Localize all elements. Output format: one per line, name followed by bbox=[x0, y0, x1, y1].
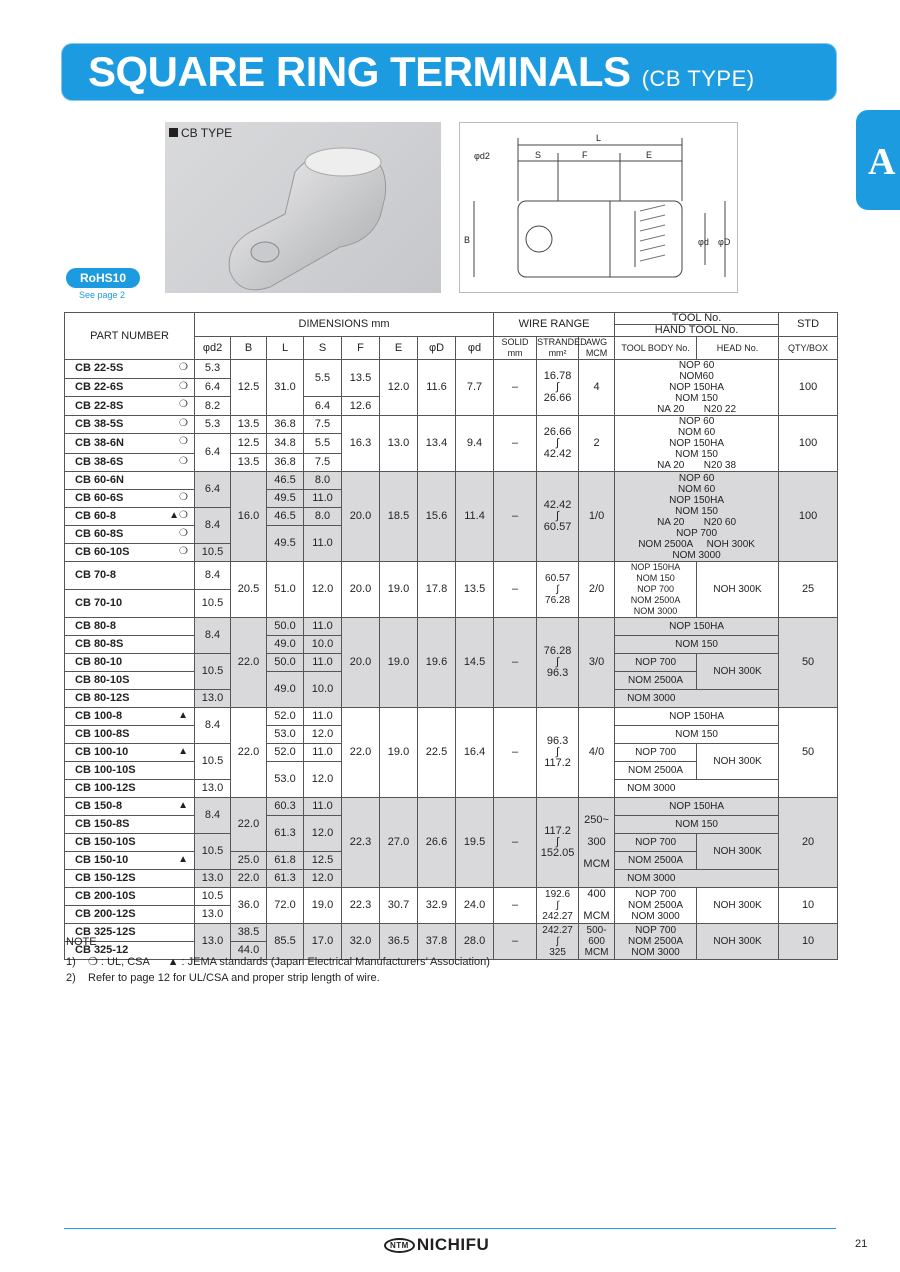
table-row: CB 60-8 ▲❍ bbox=[65, 508, 195, 526]
table-row: CB 100-8 ▲ bbox=[65, 708, 195, 726]
note-2: 2) Refer to page 12 for UL/CSA and proper strip length of wire. bbox=[66, 972, 380, 984]
product-photo bbox=[165, 122, 441, 293]
table-row: CB 200-12S bbox=[65, 906, 195, 924]
table-row: CB 22-5S ❍ bbox=[65, 360, 195, 379]
section-tab[interactable] bbox=[856, 110, 900, 210]
dimension-drawing bbox=[460, 123, 739, 294]
table-row: CB 150-10 ▲ bbox=[65, 852, 195, 870]
header-wire-range: WIRE RANGE bbox=[494, 313, 615, 337]
table-row: CB 325-12 bbox=[65, 942, 195, 960]
table-row: CB 38-6S ❍ bbox=[65, 454, 195, 472]
table-row: CB 80-12S bbox=[65, 690, 195, 708]
table-row: CB 60-6N bbox=[65, 472, 195, 490]
rohs-note[interactable]: See page 2 bbox=[79, 290, 126, 300]
table-row: CB 70-8 bbox=[65, 562, 195, 590]
header-l: L bbox=[267, 337, 304, 360]
table-row: CB 38-6N ❍ bbox=[65, 434, 195, 454]
table-row: CB 80-8 bbox=[65, 618, 195, 636]
table-row: CB 38-5S ❍ bbox=[65, 416, 195, 434]
diagram-label-l: L bbox=[596, 133, 602, 143]
table-row: CB 60-10S ❍ bbox=[65, 544, 195, 562]
header-part-number: PART NUMBER bbox=[65, 313, 195, 360]
rohs-badge: RoHS10 bbox=[66, 268, 140, 288]
notes-heading: NOTE bbox=[66, 936, 97, 948]
table-row: CB 80-10S bbox=[65, 672, 195, 690]
diagram-label-d2: φd2 bbox=[474, 151, 490, 161]
table-row: CB 60-8S ❍ bbox=[65, 526, 195, 544]
table-row: CB 150-10S bbox=[65, 834, 195, 852]
title-bar bbox=[62, 44, 836, 100]
diagram-label-b: B bbox=[464, 235, 471, 245]
header-solid: SOLID mm bbox=[494, 337, 537, 360]
header-b: B bbox=[231, 337, 267, 360]
diagram-label-e: E bbox=[646, 150, 653, 160]
table-row: CB 60-6S ❍ bbox=[65, 490, 195, 508]
dimension-diagram bbox=[459, 122, 738, 293]
diagram-label-f: F bbox=[582, 150, 588, 160]
section-tab-letter: A bbox=[868, 141, 896, 183]
table-row: CB 100-10 ▲ bbox=[65, 744, 195, 762]
table-row: CB 200-10S bbox=[65, 888, 195, 906]
table-row: CB 70-10 bbox=[65, 590, 195, 618]
header-awg: AWG MCM bbox=[579, 337, 615, 360]
header-dimensions: DIMENSIONS mm bbox=[195, 313, 494, 337]
table-row: CB 100-10S bbox=[65, 762, 195, 780]
header-tool-body: TOOL BODY No. bbox=[615, 337, 697, 360]
header-std: STD bbox=[779, 313, 838, 337]
table-row: CB 150-8S bbox=[65, 816, 195, 834]
note-1: 1) ❍ : UL, CSA ▲ : JEMA standards (Japan Electrical Manufacturers’ Association) bbox=[66, 956, 490, 968]
header-hand-tool: HAND TOOL No. bbox=[615, 325, 779, 337]
diagram-label-big-d: φD bbox=[718, 237, 731, 247]
header-e: E bbox=[380, 337, 418, 360]
header-small-d: φd bbox=[456, 337, 494, 360]
page-title: SQUARE RING TERMINALS (CB TYPE) bbox=[88, 48, 755, 95]
header-qty-box: QTY/BOX bbox=[779, 337, 838, 360]
table-row: CB 80-10 bbox=[65, 654, 195, 672]
table-row: CB 150-12S bbox=[65, 870, 195, 888]
table-row: CB 100-8S bbox=[65, 726, 195, 744]
header-f: F bbox=[342, 337, 380, 360]
table-row: CB 150-8 ▲ bbox=[65, 798, 195, 816]
header-head-no: HEAD No. bbox=[697, 337, 779, 360]
header-tool-no: TOOL No. bbox=[615, 313, 779, 325]
table-row: CB 22-8S ❍ bbox=[65, 397, 195, 416]
header-d2: φd2 bbox=[195, 337, 231, 360]
header-big-d: φD bbox=[418, 337, 456, 360]
page-subtitle: (CB TYPE) bbox=[641, 66, 755, 91]
diagram-label-small-d: φd bbox=[698, 237, 709, 247]
header-s: S bbox=[304, 337, 342, 360]
logo-mark: NTM bbox=[384, 1238, 415, 1253]
table-row: CB 100-12S bbox=[65, 780, 195, 798]
brand-logo: NTM NICHIFU bbox=[384, 1235, 489, 1255]
header-stranded: STRANDED mm² bbox=[537, 337, 587, 358]
table-row: CB 22-6S ❍ bbox=[65, 378, 195, 397]
terminal-illustration bbox=[165, 122, 441, 293]
table-row: CB 80-8S bbox=[65, 636, 195, 654]
photo-label: CB TYPE bbox=[169, 126, 232, 140]
diagram-label-s: S bbox=[535, 150, 542, 160]
spec-table: PART NUMBER DIMENSIONS mm WIRE RANGE TOOL No. STD HAND TOOL No. φd2 B L S F E φD φd SOLID mm STRANDED mm² AWG MCM TOOL BODY No. HEAD No. QTY/BOX CB 22-5S ❍ 5.3 12.5 31.0 5.5 13.5 12.0 11.6 7.7 – 16.78 ∫ 26.66 4 NOP 60 NOM60 NOP 150HA NOM 150 NA 20 N20 22 100 CB 22-6S ❍ 6.4 CB 22-8S ❍ 8.2 6.4 12.6 CB 38-5S ❍ 5.3 13.5 36.8 7.5 16.3 13.0 13.4 9.4 – 26.66 ∫ 42.42 2 NOP 60 NOM 60 NOP 150HA NOM 150 NA 20 N20 38 100 CB 38-6N ❍ 6.4 12.5 34.8 5.5 CB 38-6S ❍ 13.5 36.8 7.5 CB 60-6N 6.4 16.0 46.5 8.0 20.0 18.5 15.6 11.4 – 42.42 ∫ 60.57 1/0 NOP 60 NOM 60 NOP 150HA NOM 150 NA 20 N20 60 NOP 700 NOM 2500A NOH 300K NOM 3000 100 CB 60-6S ❍ 49.5 11.0 CB 60-8 ▲❍ 8.4 46.5 8.0 CB 60-8S ❍ 49.5 11.0 CB 60-10S ❍ 10.5 CB 70-8 8.4 20.5 51.0 12.0 20.0 19.0 17.8 13.5 – 60.57 ∫ 76.28 2/0 NOP 150HA NOM 150 NOP 700 NOM 2500A NOM 3000 NOH 300K 25 CB 70-10 10.5 CB 80-8 8.4 22.0 50.0 11.0 20.0 19.0 19.6 14.5 – 76.28 ∫ 96.3 3/0 NOP 150HA 50 CB 80-8S 49.0 10.0 NOM 150 CB 80-10 10.5 50.0 11.0 NOP 700 NOH 300K CB 80-10S 49.0 10.0 NOM 2500A CB 80-12S 13.0 NOM 3000 CB 100-8 ▲ 8.4 22.0 52.0 11.0 22.0 19.0 22.5 16.4 – 96.3 ∫ 117.2 4/0 NOP 150HA 50 CB 100-8S 53.0 12.0 NOM 150 CB 100-10 ▲ 10.5 52.0 11.0 NOP 700 NOH 300K CB 100-10S 53.0 12.0 NOM 2500A CB 100-12S 13.0 NOM 3000 CB 150-8 ▲ 8.4 22.0 60.3 11.0 22.3 27.0 26.6 19.5 – 117.2 ∫ 152.05 250~ 300 MCM NOP 150HA 20 CB 150-8S 61.3 12.0 NOM 150 CB 150-10S 10.5 NOP 700 NOH 300K CB 150-10 ▲ 25.0 61.8 12.5 NOM 2500A CB 150-12S 13.0 22.0 61.3 12.0 NOM 3000 CB 200-10S 10.5 36.0 72.0 19.0 22.3 30.7 32.9 24.0 – 192.6 ∫ 242.27 400 MCM NOP 700 NOM 2500A NOM 3000 NOH 300K 10 CB 200-12S 13.0 CB 325-12S 13.0 38.5 85.5 17.0 32.0 36.5 37.8 28.0 – 242.27 ∫ 325 500- 600 MCM NOP 700 NOM 2500A NOM 3000 NOH 300K 10 CB 325-12 44.0 bbox=[64, 312, 838, 960]
page-number: 21 bbox=[855, 1238, 868, 1250]
table-row: CB 325-12S bbox=[65, 924, 195, 942]
footer-divider bbox=[64, 1228, 836, 1229]
